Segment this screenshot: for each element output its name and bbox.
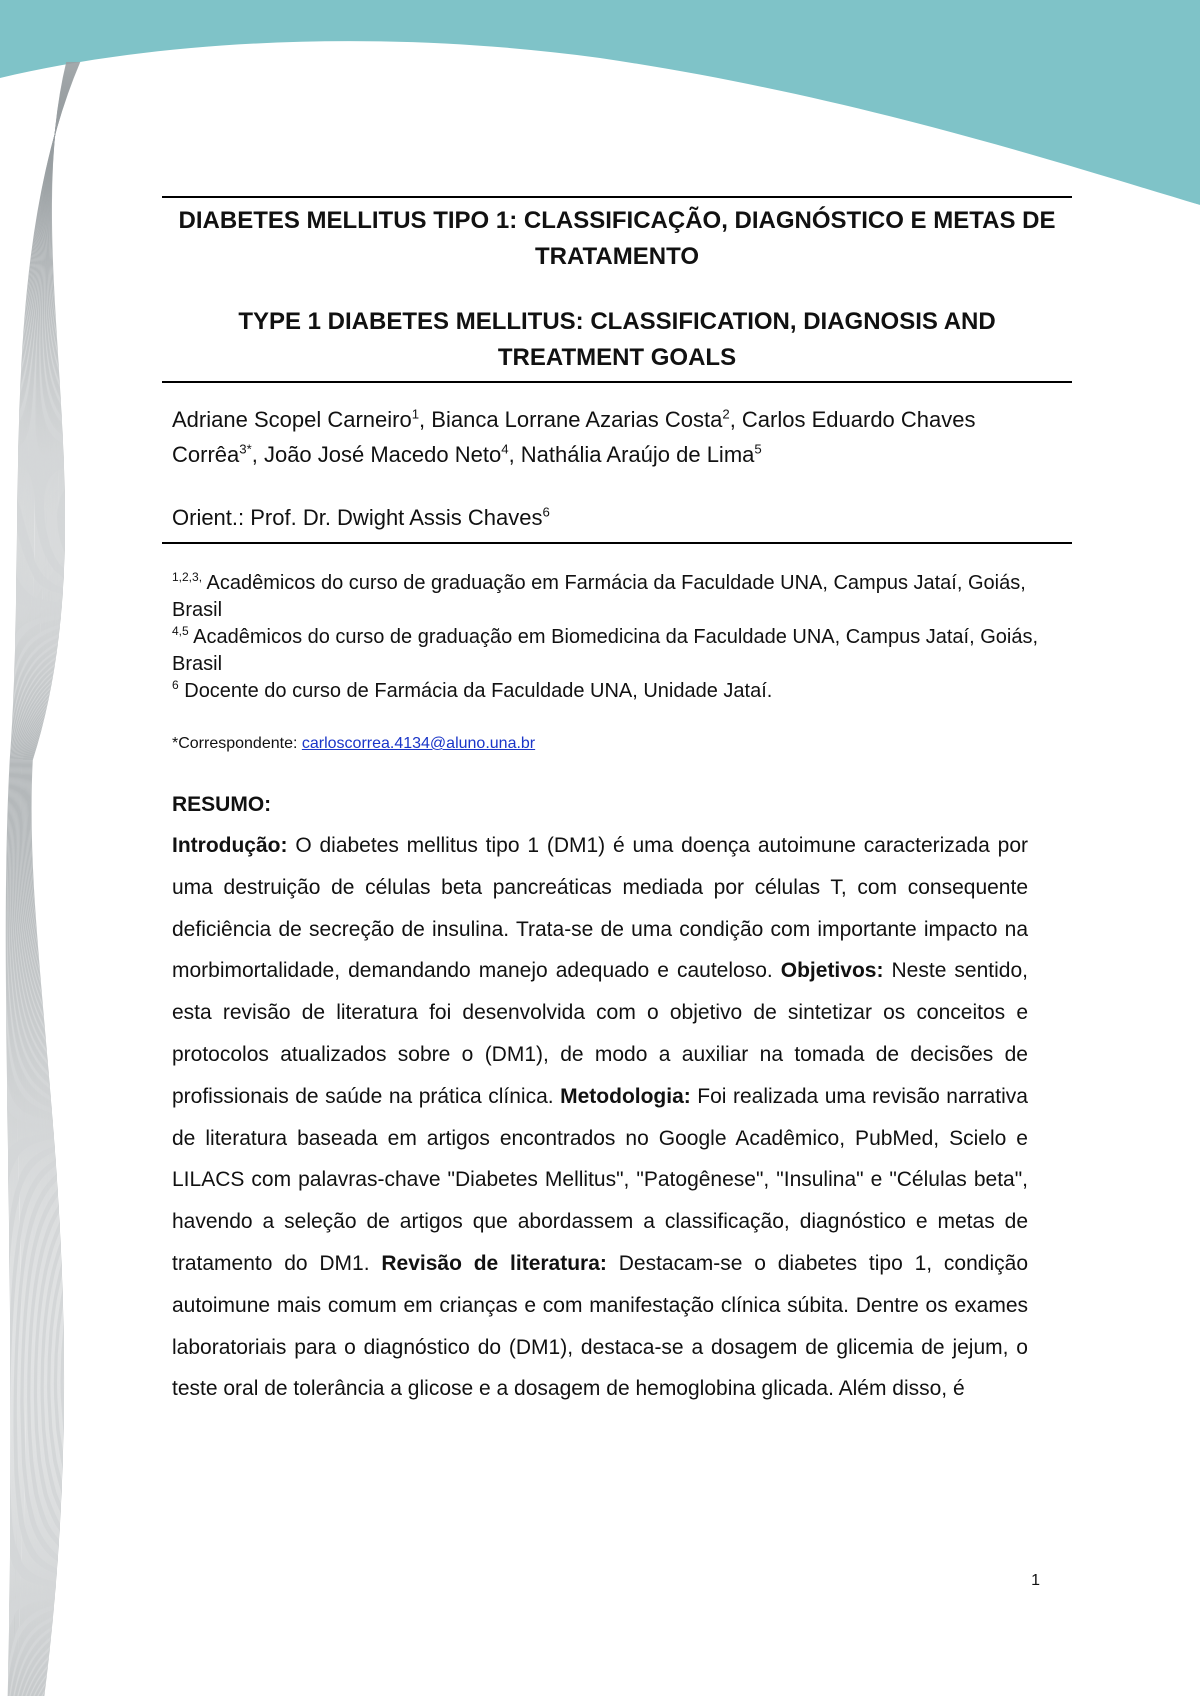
affiliation-item — [172, 570, 1052, 624]
author-name: Bianca Lorrane Azarias Costa — [431, 407, 723, 432]
affiliations — [172, 570, 1052, 705]
author-separator: , — [508, 442, 521, 467]
correspondence-email-link[interactable]: carloscorrea.4134@aluno.una.br — [301, 735, 536, 752]
advisor-affiliation-mark: 6 — [542, 504, 550, 520]
author-name: Carlos Eduardo Chaves Corrêa — [172, 407, 976, 467]
affiliation-item — [172, 624, 1052, 678]
title-portuguese: DIABETES MELLITUS TIPO 1: CLASSIFICAÇÃO, DIAGNÓSTICO E METAS DE TRATAMENTO — [178, 207, 1056, 270]
abstract-section-label: Objetivos: — [780, 959, 884, 983]
title-bottom-rule — [162, 381, 1072, 383]
affiliation-mark: 1,2,3, — [172, 570, 203, 585]
author-name: Nathália Araújo de Lima — [520, 442, 755, 467]
top-rule — [162, 196, 1072, 198]
author-separator: , — [251, 442, 264, 467]
author-separator: , — [419, 407, 432, 432]
abstract-section-text: Foi realizada uma revisão narrativa de literatura baseada em artigos encontrados no Google Acadêmico, PubMed, Scielo e LILACS com palavras-chave "Diabetes Mellitus", "Patogênese", "Insulina" e "Células beta", havendo a seleção de artigos que abordassem a classificação, diagnóstico e metas de tratamento do DM1. — [172, 1084, 1028, 1275]
left-wave-lines — [6, 62, 80, 1696]
affiliation-text: Docente do curso de Farmácia da Faculdade UNA, Unidade Jataí. — [178, 680, 773, 702]
author-list — [172, 402, 1052, 472]
affiliation-mark: 6 — [172, 678, 179, 693]
abstract-section-label: Introdução: — [172, 834, 288, 857]
affiliation-item — [172, 678, 1052, 705]
abstract-body — [172, 825, 1028, 1410]
author-affiliation-mark: 4 — [501, 441, 509, 457]
author-affiliation-mark: 2 — [722, 406, 730, 422]
abstract-section-text: Neste sentido, esta revisão de literatura foi desenvolvida com o objetivo de sintetizar os conceitos e protocolos atualizados sobre o (DM1), de modo a auxiliar na tomada de decisões de profissionais de saúde na prática clínica. — [172, 959, 1028, 1108]
title-english: TYPE 1 DIABETES MELLITUS: CLASSIFICATION, DIAGNOSIS AND TREATMENT GOALS — [238, 308, 996, 371]
author-name: Adriane Scopel Carneiro — [172, 407, 412, 432]
affiliation-text: Acadêmicos do curso de graduação em Biomedicina da Faculdade UNA, Campus Jataí, Goiás, Brasil — [172, 626, 1039, 675]
resumo-heading: RESUMO: — [172, 793, 272, 816]
author-affiliation-mark: 3* — [239, 441, 252, 457]
correspondence-label: *Correspondente: — [172, 735, 302, 752]
advisor-text: Orient.: Prof. Dr. Dwight Assis Chaves — [172, 505, 543, 530]
affiliation-mark: 4,5 — [172, 624, 189, 639]
page-number: 1 — [1031, 1572, 1040, 1589]
abstract-section-text: Destacam-se o diabetes tipo 1, condição autoimune mais comum em crianças e com manifestação clínica súbita. Dentre os exames laboratoriais para o diagnóstico do (DM1), destaca-se a dosagem de glicemia de jejum, o teste oral de tolerância a glicose e a dosagem de hemoglobina glicada. Além disso, é — [172, 1251, 1028, 1401]
affiliation-text: Acadêmicos do curso de graduação em Farmácia da Faculdade UNA, Campus Jataí, Goiás, Brasil — [172, 572, 1026, 621]
author-name: João José Macedo Neto — [263, 442, 502, 467]
advisor — [172, 500, 1052, 535]
author-affiliation-mark: 5 — [754, 441, 762, 457]
author-affiliation-mark: 1 — [411, 406, 420, 422]
abstract-section-label: Metodologia: — [560, 1084, 691, 1108]
correspondence — [172, 732, 535, 756]
abstract-section-text: O diabetes mellitus tipo 1 (DM1) é uma doença autoimune caracterizada por uma destruição de células beta pancreáticas mediada por células T, com consequente deficiência de secreção de insulina. Trata-se de uma condição com importante impacto na morbimortalidade, demandando manejo adequado e cauteloso. — [172, 834, 1028, 983]
authors-bottom-rule — [162, 542, 1072, 544]
author-separator: , — [729, 407, 742, 432]
abstract-section-label: Revisão de literatura: — [381, 1251, 607, 1275]
